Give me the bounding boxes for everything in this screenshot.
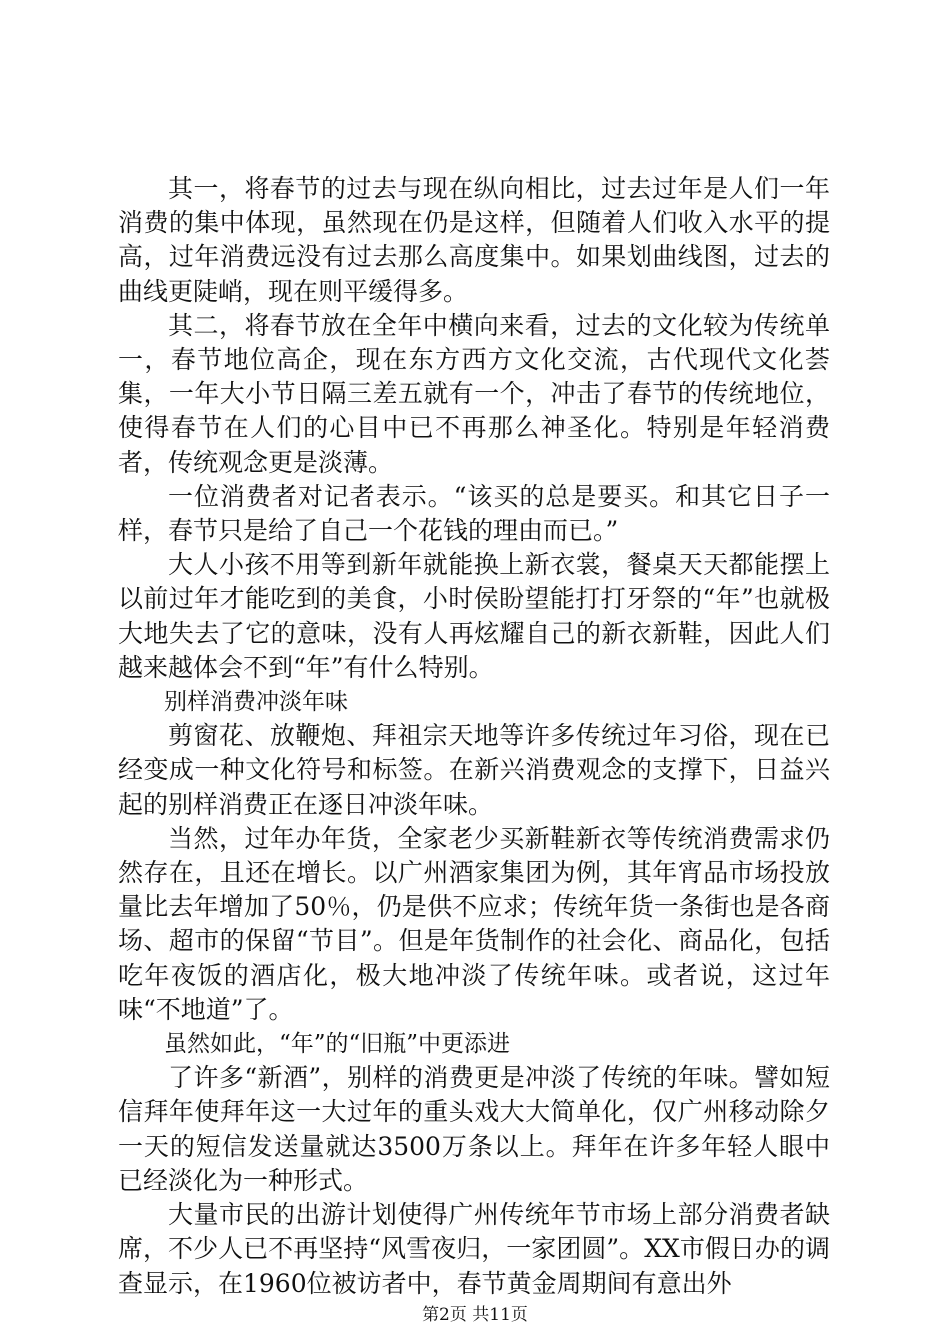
article-body <box>118 172 830 1301</box>
paragraph: 大人小孩不用等到新年就能换上新衣裳，餐桌天天都能摆上以前过年才能吃到的美食，小时侯盼望能打打牙祭的“年”也就极大地失去了它的意味，没有人再炫耀自己的新衣新鞋，因此人们越来越体会不到“年”有什么特别。 <box>118 550 830 682</box>
page-number-label: 第2页 共11页 <box>422 1305 528 1325</box>
page-footer <box>0 1300 950 1325</box>
paragraph: 一位消费者对记者表示。“该买的总是要买。和其它日子一样，春节只是给了自己一个花钱的理由而已。” <box>118 481 830 546</box>
section-heading: 虽然如此，“年”的“旧瓶”中更添进 <box>164 1031 511 1058</box>
paragraph: 剪窗花、放鞭炮、拜祖宗天地等许多传统过年习俗，现在已经变成一种文化符号和标签。在新兴消费观念的支撑下，日益兴起的别样消费正在逐日冲淡年味。 <box>118 721 830 819</box>
paragraph: 大量市民的出游计划使得广州传统年节市场上部分消费者缺席，不少人已不再坚持“风雪夜归，一家团圆”。XX市假日办的调查显示，在1960位被访者中，春节黄金周期间有意出外 <box>118 1200 830 1298</box>
section-heading: 别样消费冲淡年味 <box>164 689 348 716</box>
paragraph: 其二，将春节放在全年中横向来看，过去的文化较为传统单一，春节地位高企，现在东方西方文化交流，古代现代文化荟集，一年大小节日隔三差五就有一个，冲击了春节的传统地位，使得春节在人们的心目中已不再那么神圣化。特别是年轻消费者，传统观念更是淡薄。 <box>118 310 830 477</box>
paragraph: 其一，将春节的过去与现在纵向相比，过去过年是人们一年消费的集中体现，虽然现在仍是这样，但随着人们收入水平的提高，过年消费远没有过去那么高度集中。如果划曲线图，过去的曲线更陡峭，现在则平缓得多。 <box>118 174 830 306</box>
paragraph: 当然，过年办年货，全家老少买新鞋新衣等传统消费需求仍然存在，且还在增长。以广州酒家集团为例，其年宵品市场投放量比去年增加了50％，仍是供不应求；传统年货一条街也是各商场、超市的保留“节目”。但是年货制作的社会化、商品化，包括吃年夜饭的酒店化，极大地冲淡了传统年味。或者说，这过年味“不地道”了。 <box>118 823 830 1024</box>
paragraph: 了许多“新酒”，别样的消费更是冲淡了传统的年味。譬如短信拜年使拜年这一大过年的重头戏大大简单化，仅广州移动除夕一天的短信发送量就达3500万条以上。拜年在许多年轻人眼中已经淡化为一种形式。 <box>118 1063 830 1195</box>
